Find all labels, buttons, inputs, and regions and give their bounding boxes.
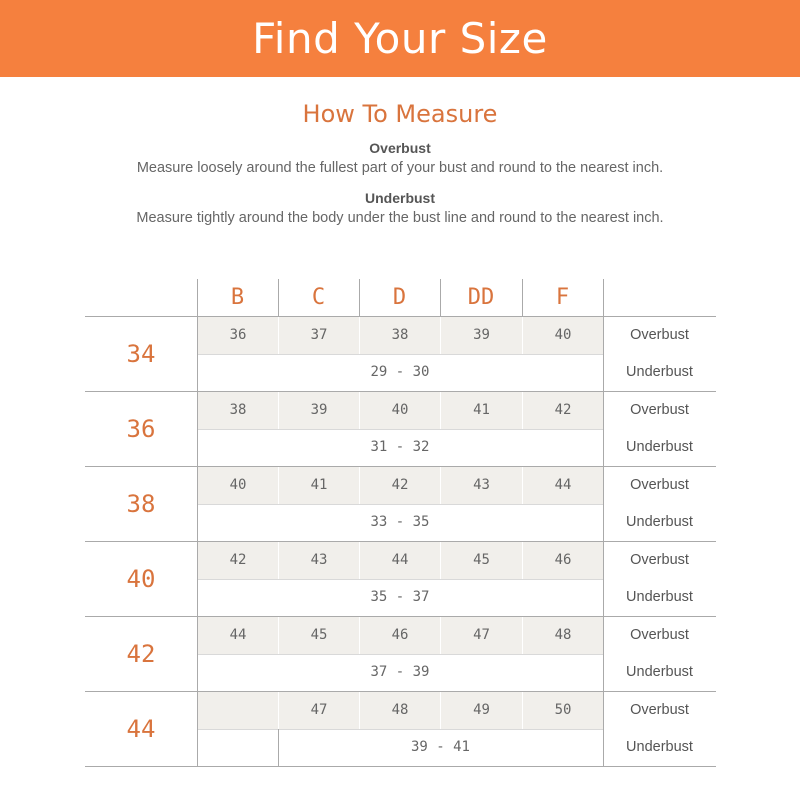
- cup-header-d: D: [392, 285, 407, 310]
- row-divider: [197, 654, 603, 655]
- overbust-cell: 42: [360, 467, 440, 504]
- overbust-cell: 44: [360, 542, 440, 579]
- column-divider: [278, 729, 279, 767]
- cup-header-dd: DD: [467, 285, 495, 310]
- column-divider: [197, 279, 198, 766]
- row-divider: [197, 504, 603, 505]
- band-size-label: 34: [126, 339, 156, 368]
- cup-header-b: B: [230, 285, 245, 310]
- column-divider: [278, 279, 279, 316]
- overbust-row-label: Overbust: [630, 401, 689, 418]
- underbust-row-label: Underbust: [626, 739, 693, 756]
- overbust-cell: 42: [523, 392, 603, 429]
- overbust-row-label: Overbust: [630, 701, 689, 718]
- overbust-cell: 39: [441, 317, 522, 354]
- overbust-cell: 45: [441, 542, 522, 579]
- page-title: Find Your Size: [252, 14, 548, 63]
- overbust-cell: 41: [441, 392, 522, 429]
- row-divider: [197, 579, 603, 580]
- column-divider: [440, 279, 441, 316]
- band-size-label: 36: [126, 414, 156, 443]
- underbust-range: 35 - 37: [370, 589, 430, 606]
- header-banner: [0, 0, 800, 77]
- underbust-range: 33 - 35: [370, 514, 430, 531]
- overbust-cell: 46: [523, 542, 603, 579]
- band-size-label: 38: [126, 489, 156, 518]
- overbust-cell: 43: [279, 542, 359, 579]
- header-border: [85, 316, 716, 317]
- underbust-row-label: Underbust: [626, 364, 693, 381]
- overbust-title: Overbust: [369, 140, 431, 156]
- overbust-cell: 48: [523, 617, 603, 654]
- underbust-row-label: Underbust: [626, 589, 693, 606]
- overbust-cell: 46: [360, 617, 440, 654]
- overbust-row-label: Overbust: [630, 551, 689, 568]
- overbust-cell: 36: [198, 317, 278, 354]
- how-to-measure-heading: How To Measure: [302, 100, 498, 128]
- overbust-cell: 49: [441, 692, 522, 729]
- column-divider: [603, 279, 604, 766]
- overbust-row-label: Overbust: [630, 476, 689, 493]
- underbust-row-label: Underbust: [626, 514, 693, 531]
- overbust-cell: 37: [279, 317, 359, 354]
- overbust-row-label: Overbust: [630, 326, 689, 343]
- overbust-cell: 42: [198, 542, 278, 579]
- overbust-cell: 47: [441, 617, 522, 654]
- overbust-cell: 40: [523, 317, 603, 354]
- underbust-title: Underbust: [365, 190, 435, 206]
- overbust-cell: 47: [279, 692, 359, 729]
- overbust-cell: 44: [523, 467, 603, 504]
- cup-header-c: C: [311, 285, 326, 310]
- band-size-label: 42: [126, 639, 156, 668]
- row-border: [85, 766, 716, 767]
- underbust-row-label: Underbust: [626, 439, 693, 456]
- how-to-measure-section: [0, 100, 800, 240]
- column-divider: [522, 279, 523, 316]
- overbust-cell: 38: [198, 392, 278, 429]
- overbust-cell: 40: [360, 392, 440, 429]
- row-divider: [197, 729, 603, 730]
- overbust-cell: 43: [441, 467, 522, 504]
- overbust-cell: 39: [279, 392, 359, 429]
- overbust-cell: 38: [360, 317, 440, 354]
- column-divider: [359, 279, 360, 316]
- overbust-cell: 41: [279, 467, 359, 504]
- row-divider: [197, 429, 603, 430]
- overbust-cell: 44: [198, 617, 278, 654]
- underbust-range: 39 - 41: [410, 739, 470, 756]
- band-size-label: 40: [126, 564, 156, 593]
- overbust-cell: 45: [279, 617, 359, 654]
- overbust-cell: 50: [523, 692, 603, 729]
- cup-header-f: F: [555, 285, 570, 310]
- underbust-range: 37 - 39: [370, 664, 430, 681]
- row-divider: [197, 354, 603, 355]
- overbust-description: Measure loosely around the fullest part of your bust and round to the nearest inch.: [136, 160, 664, 176]
- underbust-range: 29 - 30: [370, 364, 430, 381]
- band-size-label: 44: [126, 714, 156, 743]
- underbust-range: 31 - 32: [370, 439, 430, 456]
- overbust-row-label: Overbust: [630, 626, 689, 643]
- overbust-cell: 48: [360, 692, 440, 729]
- underbust-row-label: Underbust: [626, 664, 693, 681]
- underbust-description: Measure tightly around the body under the bust line and round to the nearest inch.: [136, 210, 664, 226]
- overbust-cell: 40: [198, 467, 278, 504]
- overbust-cell: [198, 692, 278, 729]
